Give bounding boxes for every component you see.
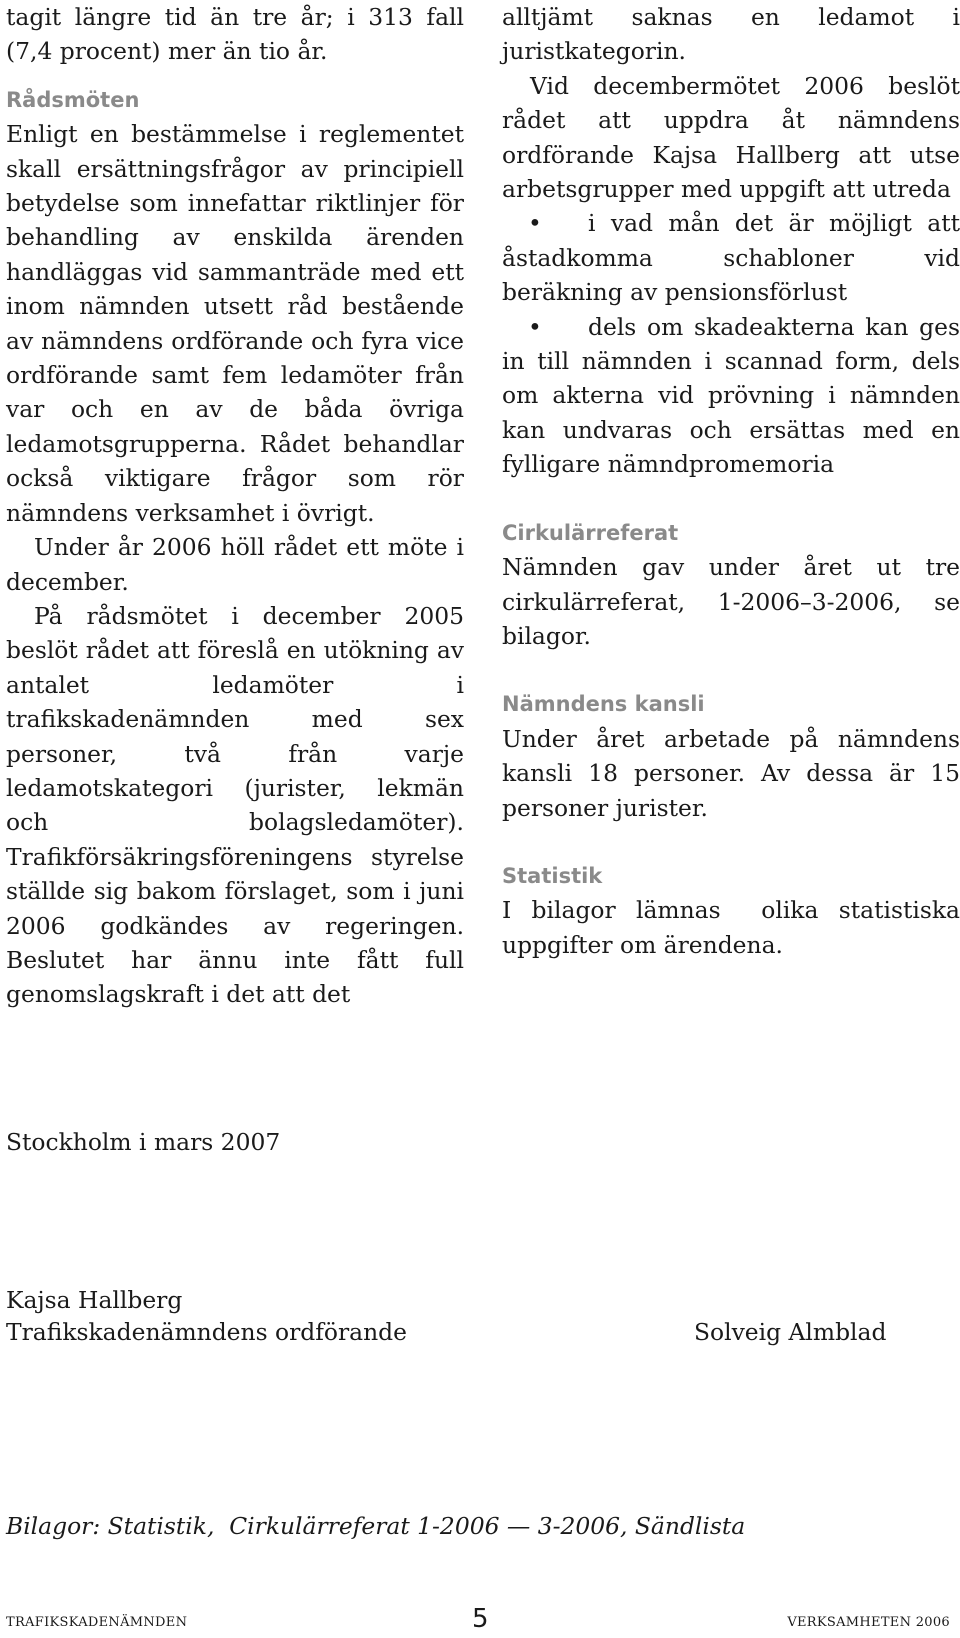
kansli-paragraph: Under året arbetade på nämndens kansli 18 personer. Av dessa är 15 personer jurister. (502, 724, 960, 822)
cirkularreferat-paragraph: Nämnden gav under året ut tre cirkulärreferat, 1-2006–3-2006, se bilagor. (502, 553, 960, 650)
section-heading-radsmoten: Rådsmöten (6, 87, 140, 112)
bullet-icon: • (528, 209, 542, 238)
list-item: • dels om skadeakterna kan ges in till nämnden i scannad form, dels om akterna vid prövning i nämnden kan undvaras och ersättas med en fylligare nämndpromemoria (502, 310, 960, 482)
footer-organization: TRAFIKSKADENÄMNDEN (6, 1615, 188, 1630)
statistik-paragraph: I bilagor lämnas olika statistiska uppgifter om ärendena. (502, 896, 960, 959)
page-number: 5 (472, 1604, 489, 1634)
section-heading-statistik: Statistik (502, 863, 603, 888)
left-column (6, 0, 464, 1012)
intro-paragraph: tagit längre tid än tre år; i 313 fall (7,4 procent) mer än tio år. (6, 3, 464, 66)
radsmoten-paragraph-3: På rådsmötet i december 2005 beslöt rådet att föreslå en utökning av antalet ledamöter i trafikskadenämnden med sex personer, två från varje ledamotskategori (jurister, lekmän och bolagsledamöter). Trafikförsäkringsföreningens styrelse ställde sig bakom förslaget, som i juni 2006 godkändes av regeringen. Beslutet har ännu inte fått full genomslagskraft i det att det (6, 601, 464, 1009)
page-footer (6, 1596, 950, 1636)
footer-report-title: VERKSAMHETEN 2006 (787, 1615, 950, 1630)
section-heading-cirkularreferat: Cirkulärreferat (502, 520, 679, 545)
december-meeting-paragraph: Vid decembermötet 2006 beslöt rådet att uppdra åt nämndens ordförande Kajsa Hallberg att utse arbetsgrupper med uppgift att utreda (502, 71, 960, 204)
place-date: Stockholm i mars 2007 (6, 1128, 281, 1156)
bullet-icon: • (528, 312, 542, 341)
attachments-line: Bilagor: Statistik, Cirkulärreferat 1-2006 — 3-2006, Sändlista (6, 1512, 746, 1540)
radsmoten-paragraph-2: Under år 2006 höll rådet ett möte i december. (6, 533, 464, 596)
list-item: • i vad mån det är möjligt att åstadkomma schabloner vid beräkning av pensionsförlust (502, 206, 960, 309)
right-column (502, 0, 960, 962)
continued-paragraph: alltjämt saknas en ledamot i juristkategorin. (502, 3, 960, 66)
signer-title: Trafikskadenämndens ordförande (6, 1318, 407, 1346)
signer-name-right: Solveig Almblad (694, 1318, 887, 1346)
signer-name: Kajsa Hallberg (6, 1286, 183, 1314)
section-heading-kansli: Nämndens kansli (502, 692, 705, 717)
radsmoten-paragraph-1: Enligt en bestämmelse i reglementet skall ersättningsfrågor av principiell betydelse som innefattar riktlinjer för behandling av enskilda ärenden handläggas vid sammanträde med ett inom nämnden utsett råd bestående av nämndens ordförande och fyra vice ordförande samt fem ledamöter från var och en av de båda övriga ledamotsgrupperna. Rådet behandlar också viktigare frågor som rör nämndens verksamhet i övrigt. (6, 120, 464, 527)
working-groups-list (502, 206, 960, 481)
